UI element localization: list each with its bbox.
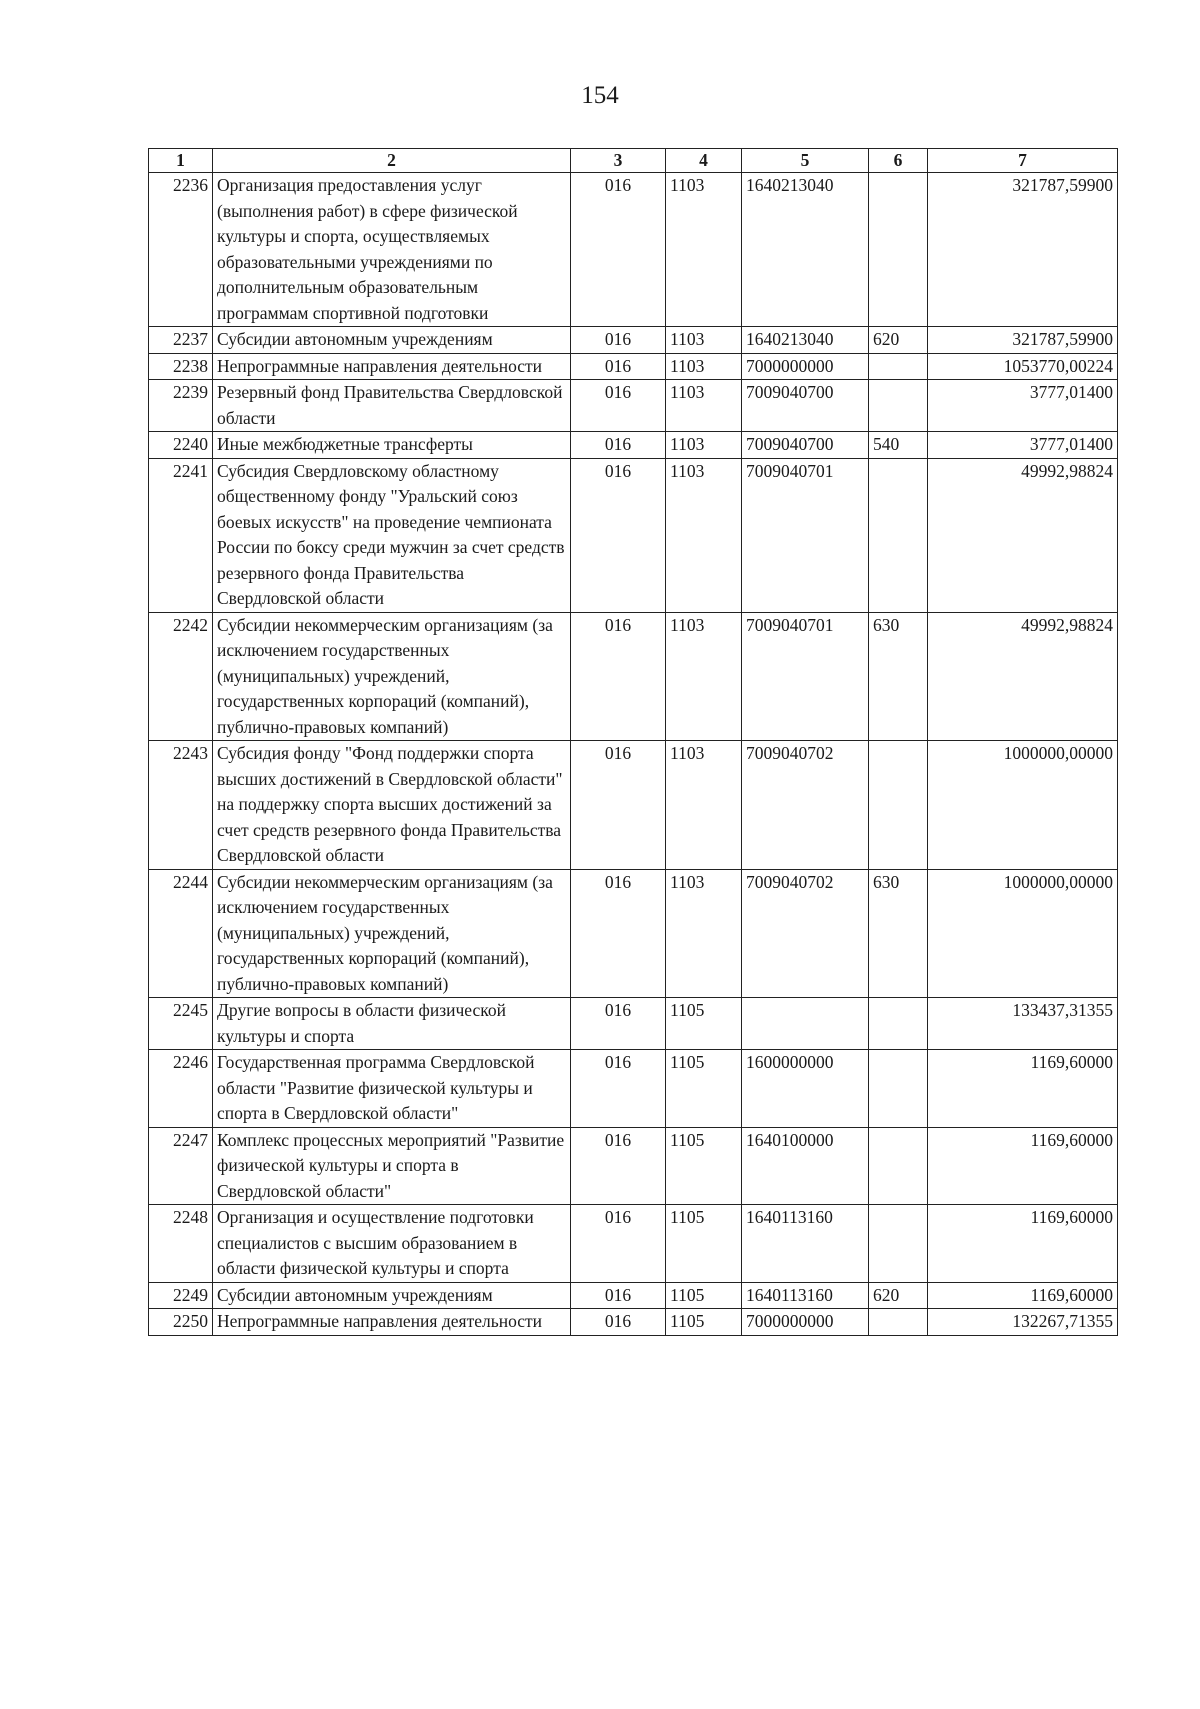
expense-type-code-cell: [869, 1309, 928, 1336]
table-row: [149, 998, 1118, 1050]
department-code-cell: 016: [571, 1205, 666, 1283]
table-row: [149, 432, 1118, 459]
row-number-cell: 2240: [149, 432, 213, 459]
table-row: [149, 741, 1118, 870]
department-code-cell: 016: [571, 1127, 666, 1205]
target-article-code-cell: 1640213040: [742, 173, 869, 327]
section-code-cell: 1103: [666, 380, 742, 432]
expense-type-code-cell: [869, 998, 928, 1050]
column-header: 6: [869, 149, 928, 173]
row-number-cell: 2242: [149, 612, 213, 741]
row-number-cell: 2247: [149, 1127, 213, 1205]
target-article-code-cell: 7009040701: [742, 458, 869, 612]
section-code-cell: 1103: [666, 432, 742, 459]
department-code-cell: 016: [571, 869, 666, 998]
amount-cell: 321787,59900: [928, 173, 1118, 327]
department-code-cell: 016: [571, 741, 666, 870]
section-code-cell: 1105: [666, 1282, 742, 1309]
amount-cell: 1169,60000: [928, 1282, 1118, 1309]
column-header: 2: [213, 149, 571, 173]
target-article-code-cell: 1640100000: [742, 1127, 869, 1205]
column-header: 4: [666, 149, 742, 173]
expense-type-code-cell: [869, 173, 928, 327]
target-article-code-cell: 1600000000: [742, 1050, 869, 1128]
expense-type-code-cell: [869, 1205, 928, 1283]
expense-type-code-cell: [869, 353, 928, 380]
row-number-cell: 2244: [149, 869, 213, 998]
row-number-cell: 2237: [149, 327, 213, 354]
section-code-cell: 1103: [666, 173, 742, 327]
item-name-cell: Субсидии автономным учреждениям: [213, 1282, 571, 1309]
section-code-cell: 1105: [666, 1127, 742, 1205]
table-row: [149, 380, 1118, 432]
item-name-cell: Организация и осуществление подготовки специалистов с высшим образованием в области физической культуры и спорта: [213, 1205, 571, 1283]
department-code-cell: 016: [571, 173, 666, 327]
item-name-cell: Субсидии автономным учреждениям: [213, 327, 571, 354]
target-article-code-cell: 1640113160: [742, 1282, 869, 1309]
section-code-cell: 1105: [666, 1205, 742, 1283]
expense-type-code-cell: [869, 1127, 928, 1205]
department-code-cell: 016: [571, 998, 666, 1050]
expense-type-code-cell: [869, 741, 928, 870]
table-body: [149, 173, 1118, 1336]
department-code-cell: 016: [571, 458, 666, 612]
column-header: 7: [928, 149, 1118, 173]
expense-type-code-cell: [869, 458, 928, 612]
expense-type-code-cell: 540: [869, 432, 928, 459]
amount-cell: 132267,71355: [928, 1309, 1118, 1336]
table-header-row: [149, 149, 1118, 173]
row-number-cell: 2239: [149, 380, 213, 432]
column-header: 5: [742, 149, 869, 173]
row-number-cell: 2236: [149, 173, 213, 327]
row-number-cell: 2249: [149, 1282, 213, 1309]
amount-cell: 49992,98824: [928, 458, 1118, 612]
table-row: [149, 458, 1118, 612]
expense-type-code-cell: 630: [869, 612, 928, 741]
target-article-code-cell: 7009040702: [742, 869, 869, 998]
item-name-cell: Государственная программа Свердловской области "Развитие физической культуры и спорта в Свердловской области": [213, 1050, 571, 1128]
row-number-cell: 2245: [149, 998, 213, 1050]
department-code-cell: 016: [571, 432, 666, 459]
table-row: [149, 1127, 1118, 1205]
target-article-code-cell: 7000000000: [742, 1309, 869, 1336]
row-number-cell: 2246: [149, 1050, 213, 1128]
department-code-cell: 016: [571, 380, 666, 432]
department-code-cell: 016: [571, 353, 666, 380]
section-code-cell: 1105: [666, 1309, 742, 1336]
section-code-cell: 1103: [666, 353, 742, 380]
department-code-cell: 016: [571, 1282, 666, 1309]
table-row: [149, 327, 1118, 354]
row-number-cell: 2250: [149, 1309, 213, 1336]
target-article-code-cell: 7009040700: [742, 432, 869, 459]
table-row: [149, 869, 1118, 998]
target-article-code-cell: 7009040702: [742, 741, 869, 870]
item-name-cell: Субсидии некоммерческим организациям (за исключением государственных (муниципальных) учреждений, государственных корпораций (компаний), публично-правовых компаний): [213, 612, 571, 741]
section-code-cell: 1103: [666, 612, 742, 741]
section-code-cell: 1105: [666, 998, 742, 1050]
department-code-cell: 016: [571, 1050, 666, 1128]
target-article-code-cell: 7009040701: [742, 612, 869, 741]
table-row: [149, 612, 1118, 741]
item-name-cell: Другие вопросы в области физической культуры и спорта: [213, 998, 571, 1050]
amount-cell: 1169,60000: [928, 1050, 1118, 1128]
item-name-cell: Непрограммные направления деятельности: [213, 353, 571, 380]
expense-type-code-cell: 630: [869, 869, 928, 998]
amount-cell: 1169,60000: [928, 1205, 1118, 1283]
section-code-cell: 1103: [666, 869, 742, 998]
table-row: [149, 1050, 1118, 1128]
table-row: [149, 353, 1118, 380]
department-code-cell: 016: [571, 1309, 666, 1336]
expense-type-code-cell: 620: [869, 1282, 928, 1309]
section-code-cell: 1103: [666, 458, 742, 612]
item-name-cell: Резервный фонд Правительства Свердловской области: [213, 380, 571, 432]
item-name-cell: Организация предоставления услуг (выполнения работ) в сфере физической культуры и спорта, осуществляемых образовательными учреждениями по дополнительным образовательным программам спортивной подготовки: [213, 173, 571, 327]
amount-cell: 1000000,00000: [928, 741, 1118, 870]
row-number-cell: 2243: [149, 741, 213, 870]
row-number-cell: 2241: [149, 458, 213, 612]
section-code-cell: 1103: [666, 327, 742, 354]
amount-cell: 1169,60000: [928, 1127, 1118, 1205]
item-name-cell: Субсидия Свердловскому областному общественному фонду "Уральский союз боевых искусств" на проведение чемпионата России по боксу среди мужчин за счет средств резервного фонда Правительства Свердловской области: [213, 458, 571, 612]
item-name-cell: Субсидии некоммерческим организациям (за исключением государственных (муниципальных) учреждений, государственных корпораций (компаний), публично-правовых компаний): [213, 869, 571, 998]
column-header: 3: [571, 149, 666, 173]
row-number-cell: 2238: [149, 353, 213, 380]
department-code-cell: 016: [571, 612, 666, 741]
table-row: [149, 1309, 1118, 1336]
amount-cell: 3777,01400: [928, 432, 1118, 459]
table-row: [149, 1282, 1118, 1309]
target-article-code-cell: 1640213040: [742, 327, 869, 354]
table-row: [149, 173, 1118, 327]
target-article-code-cell: 7009040700: [742, 380, 869, 432]
item-name-cell: Субсидия фонду "Фонд поддержки спорта высших достижений в Свердловской области" на поддержку спорта высших достижений за счет средств резервного фонда Правительства Свердловской области: [213, 741, 571, 870]
department-code-cell: 016: [571, 327, 666, 354]
row-number-cell: 2248: [149, 1205, 213, 1283]
amount-cell: 3777,01400: [928, 380, 1118, 432]
amount-cell: 133437,31355: [928, 998, 1118, 1050]
expense-type-code-cell: [869, 380, 928, 432]
target-article-code-cell: [742, 998, 869, 1050]
target-article-code-cell: 1640113160: [742, 1205, 869, 1283]
expense-type-code-cell: [869, 1050, 928, 1128]
item-name-cell: Иные межбюджетные трансферты: [213, 432, 571, 459]
page-number: 154: [581, 82, 619, 109]
amount-cell: 49992,98824: [928, 612, 1118, 741]
column-header: 1: [149, 149, 213, 173]
budget-table: [148, 148, 1118, 1336]
table-row: [149, 1205, 1118, 1283]
item-name-cell: Комплекс процессных мероприятий "Развитие физической культуры и спорта в Свердловской области": [213, 1127, 571, 1205]
expense-type-code-cell: 620: [869, 327, 928, 354]
section-code-cell: 1103: [666, 741, 742, 870]
amount-cell: 1000000,00000: [928, 869, 1118, 998]
amount-cell: 1053770,00224: [928, 353, 1118, 380]
section-code-cell: 1105: [666, 1050, 742, 1128]
item-name-cell: Непрограммные направления деятельности: [213, 1309, 571, 1336]
target-article-code-cell: 7000000000: [742, 353, 869, 380]
amount-cell: 321787,59900: [928, 327, 1118, 354]
